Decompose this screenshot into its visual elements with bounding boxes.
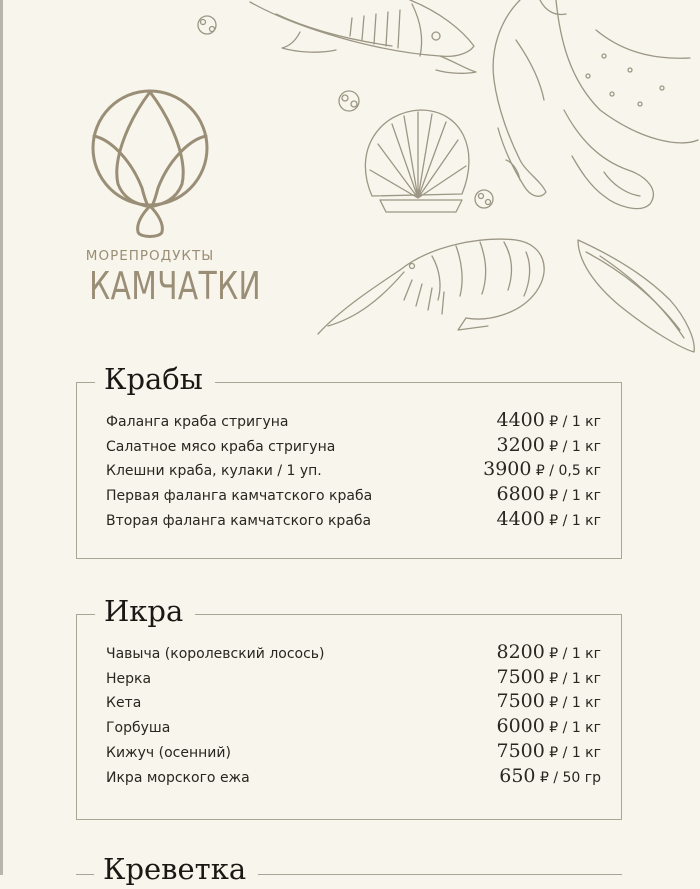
menu-item <box>106 666 601 691</box>
menu-item <box>106 508 601 533</box>
price-unit: ₽ / 1 кг <box>544 413 601 430</box>
item-name: Чавыча (королевский лосось) <box>106 645 325 662</box>
item-price <box>496 508 601 530</box>
price-unit: ₽ / 1 кг <box>544 720 601 737</box>
price-amount: 7500 <box>496 739 545 762</box>
menu-item <box>106 691 601 716</box>
menu-items <box>106 641 601 790</box>
price-unit: ₽ / 1 кг <box>544 488 601 505</box>
brand-title: КАМЧАТКИ <box>89 264 262 308</box>
menu-item <box>106 740 601 765</box>
item-price <box>496 434 601 456</box>
menu-item <box>106 715 601 740</box>
menu-section-caviar <box>76 594 622 820</box>
fish-sketch <box>250 0 476 73</box>
menu-section-crabs <box>76 362 622 559</box>
menu-item <box>106 483 601 508</box>
price-amount: 3900 <box>483 458 532 481</box>
item-name: Горбуша <box>106 720 171 737</box>
price-unit: ₽ / 1 кг <box>544 670 601 687</box>
menu-item <box>106 434 601 459</box>
price-unit: ₽ / 1 кг <box>544 645 601 662</box>
item-price <box>496 409 601 431</box>
section-title: Икра <box>95 591 195 631</box>
item-price <box>496 666 601 688</box>
brand-subtitle: МОРЕПРОДУКТЫ <box>85 248 215 264</box>
section-title: Креветка <box>94 849 258 889</box>
price-amount: 7500 <box>496 665 545 688</box>
crab-sketch <box>493 0 698 209</box>
price-unit: ₽ / 1 кг <box>544 512 601 529</box>
price-unit: ₽ / 1 кг <box>544 744 601 761</box>
price-unit: ₽ / 1 кг <box>544 438 601 455</box>
item-price <box>496 690 601 712</box>
item-name: Фаланга краба стригуна <box>106 413 289 430</box>
price-amount: 650 <box>499 764 536 787</box>
item-name: Кижуч (осенний) <box>106 744 231 761</box>
mussel-sketch <box>578 240 694 352</box>
price-unit: ₽ / 50 гр <box>535 769 601 786</box>
price-amount: 7500 <box>496 690 545 713</box>
menu-items <box>106 409 601 533</box>
item-name: Нерка <box>106 670 152 687</box>
section-title: Крабы <box>95 359 215 399</box>
item-name: Икра морского ежа <box>106 769 250 786</box>
item-price <box>496 641 601 663</box>
bubbles-sketch <box>198 16 493 208</box>
item-name: Салатное мясо краба стригуна <box>106 438 336 455</box>
item-price <box>496 483 601 505</box>
menu-item <box>106 459 601 484</box>
price-amount: 6800 <box>496 483 545 506</box>
price-amount: 4400 <box>496 507 545 530</box>
price-amount: 6000 <box>496 715 545 738</box>
item-name: Вторая фаланга камчатского краба <box>106 512 372 529</box>
price-amount: 8200 <box>496 640 545 663</box>
menu-item <box>106 409 601 434</box>
item-price <box>499 765 601 787</box>
item-price <box>496 715 601 737</box>
price-unit: ₽ / 1 кг <box>544 695 601 712</box>
item-name: Первая фаланга камчатского краба <box>106 488 373 505</box>
price-unit: ₽ / 0,5 кг <box>531 463 601 480</box>
item-price <box>496 740 601 762</box>
scallop-sketch <box>365 110 469 212</box>
menu-item <box>106 765 601 790</box>
item-name: Кета <box>106 695 142 712</box>
item-price <box>483 458 601 480</box>
item-name: Клешни краба, кулаки / 1 уп. <box>106 463 322 480</box>
price-amount: 3200 <box>496 433 545 456</box>
menu-item <box>106 641 601 666</box>
shrimp-sketch <box>318 239 544 334</box>
price-amount: 4400 <box>496 408 545 431</box>
